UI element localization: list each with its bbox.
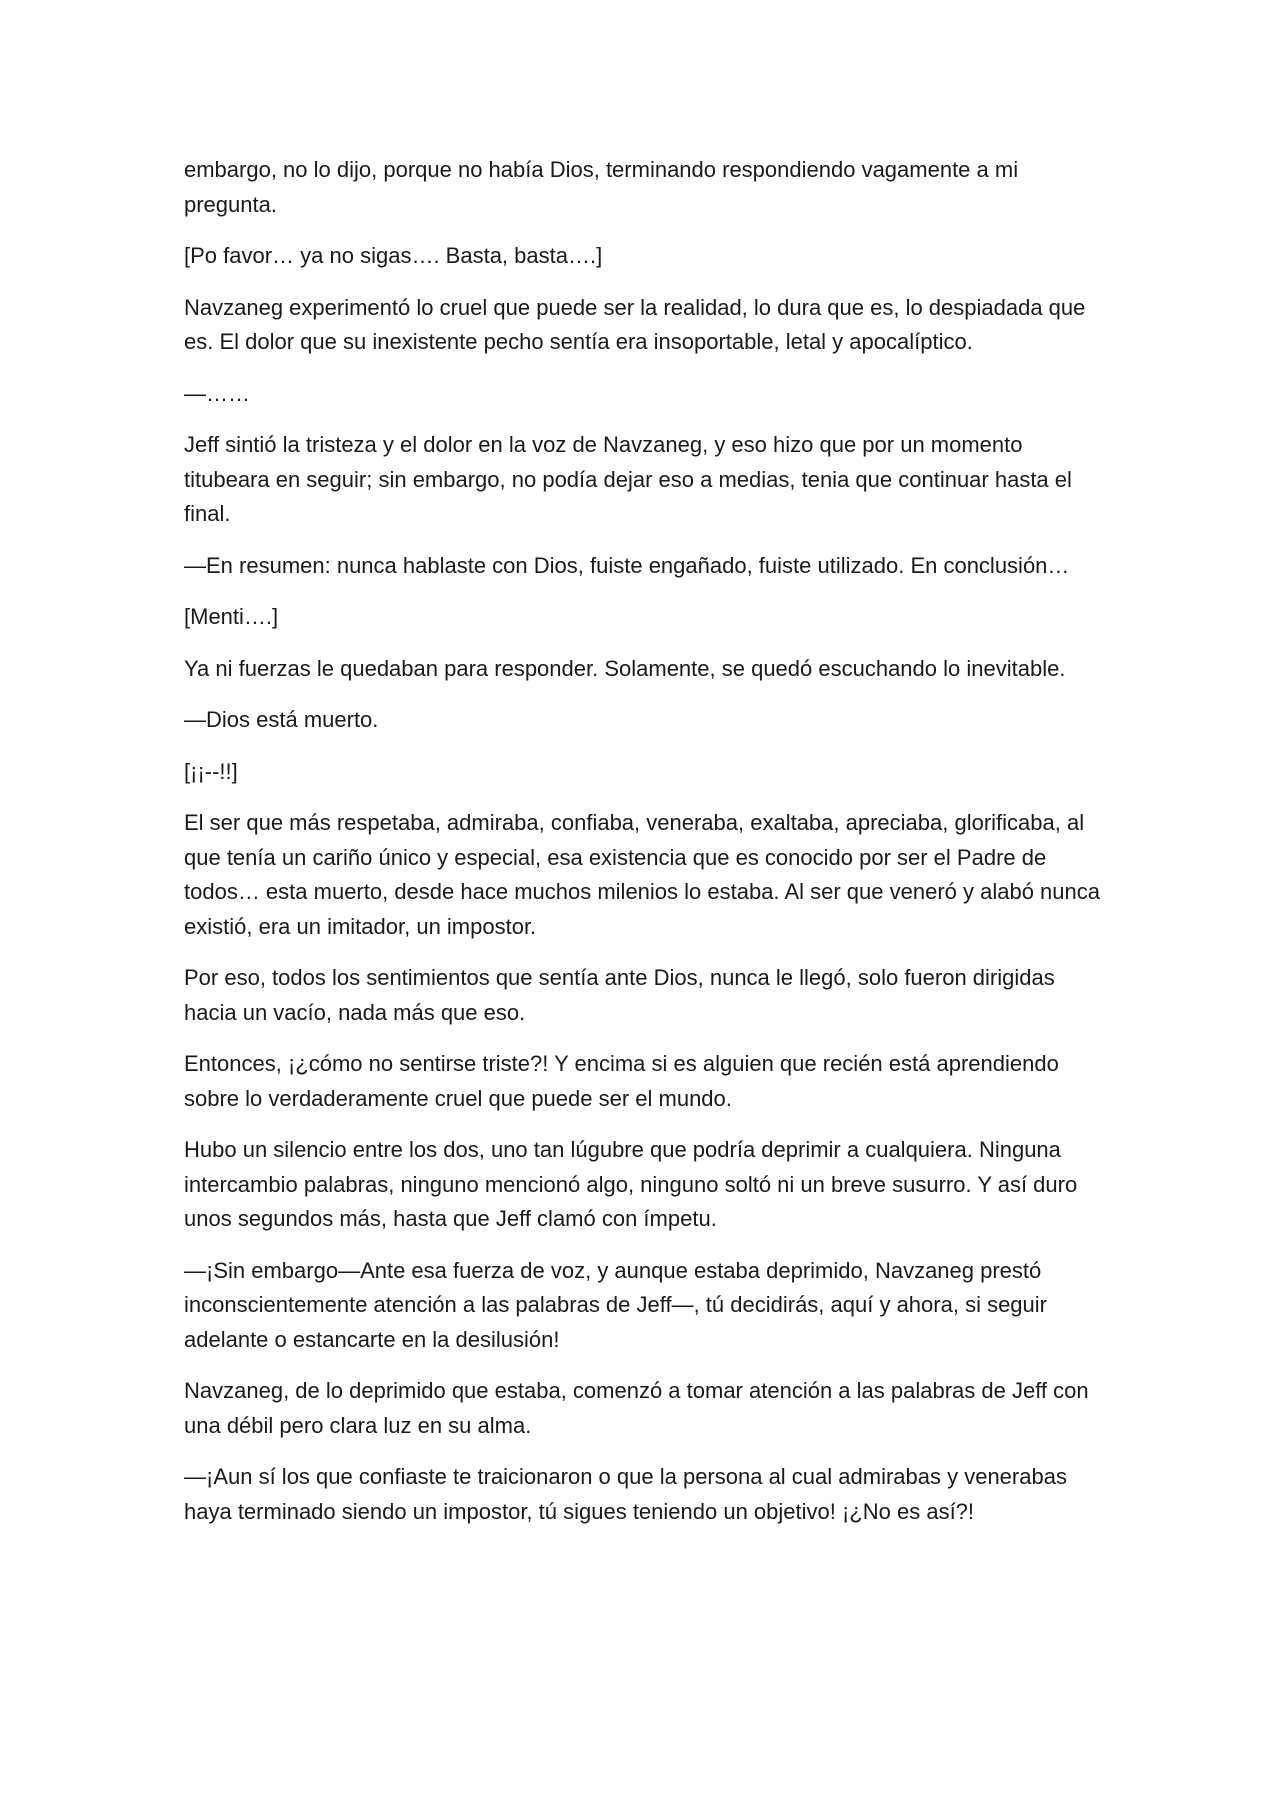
paragraph: Hubo un silencio entre los dos, uno tan lúgubre que podría deprimir a cualquiera. Ninguna intercambio palabras, ninguno mencionó algo, ninguno soltó ni un breve susurro. Y así duro unos segundos más, hasta que Jeff clamó con ímpetu. [184, 1137, 1078, 1231]
paragraph: —¡Aun sí los que confiaste te traicionaron o que la persona al cual admirabas y venerabas haya terminado siendo un impostor, tú sigues teniendo un objetivo! ¡¿No es así?! [184, 1464, 1067, 1524]
paragraph: Ya ni fuerzas le quedaban para responder. Solamente, se quedó escuchando lo inevitable. [184, 655, 1066, 681]
paragraph: —¡Sin embargo—Ante esa fuerza de voz, y aunque estaba deprimido, Navzaneg prestó inconscientemente atención a las palabras de Jeff—, tú decidirás, aquí y ahora, si seguir adelante o estancarte en la desilusión! [184, 1257, 1047, 1352]
paragraph: Jeff sintió la tristeza y el dolor en la voz de Navzaneg, y eso hizo que por un momento titubeara en seguir; sin embargo, no podía dejar eso a medias, tenia que continuar hasta el final. [184, 432, 1072, 526]
paragraph: embargo, no lo dijo, porque no había Dios, terminando respondiendo vagamente a mi pregunta. [184, 157, 1019, 217]
paragraph: Por eso, todos los sentimientos que sentía ante Dios, nunca le llegó, solo fueron dirigidas hacia un vacío, nada más que eso. [184, 965, 1055, 1025]
document-body [184, 153, 1104, 1546]
paragraph: El ser que más respetaba, admiraba, confiaba, veneraba, exaltaba, apreciaba, glorificaba, al que tenía un cariño único y especial, esa existencia que es conocido por ser el Padre de todos… esta muerto, desde hace muchos milenios lo estaba. Al ser que veneró y alabó nunca existió, era un imitador, un impostor. [184, 810, 1100, 939]
paragraph: [Menti….] [184, 604, 279, 629]
paragraph: —Dios está muerto. [184, 707, 379, 732]
paragraph: —En resumen: nunca hablaste con Dios, fuiste engañado, fuiste utilizado. En conclusión… [184, 552, 1070, 578]
paragraph: Navzaneg experimentó lo cruel que puede ser la realidad, lo dura que es, lo despiadada que es. El dolor que su inexistente pecho sentía era insoportable, letal y apocalíptico. [184, 294, 1086, 354]
paragraph: —…… [184, 380, 250, 406]
paragraph: [¡¡--!!] [184, 758, 238, 784]
paragraph: Navzaneg, de lo deprimido que estaba, comenzó a tomar atención a las palabras de Jeff con una débil pero clara luz en su alma. [184, 1378, 1089, 1438]
paragraph: Entonces, ¡¿cómo no sentirse triste?! Y encima si es alguien que recién está aprendiendo sobre lo verdaderamente cruel que puede ser el mundo. [184, 1051, 1059, 1111]
paragraph: [Po favor… ya no sigas…. Basta, basta….] [184, 243, 603, 268]
